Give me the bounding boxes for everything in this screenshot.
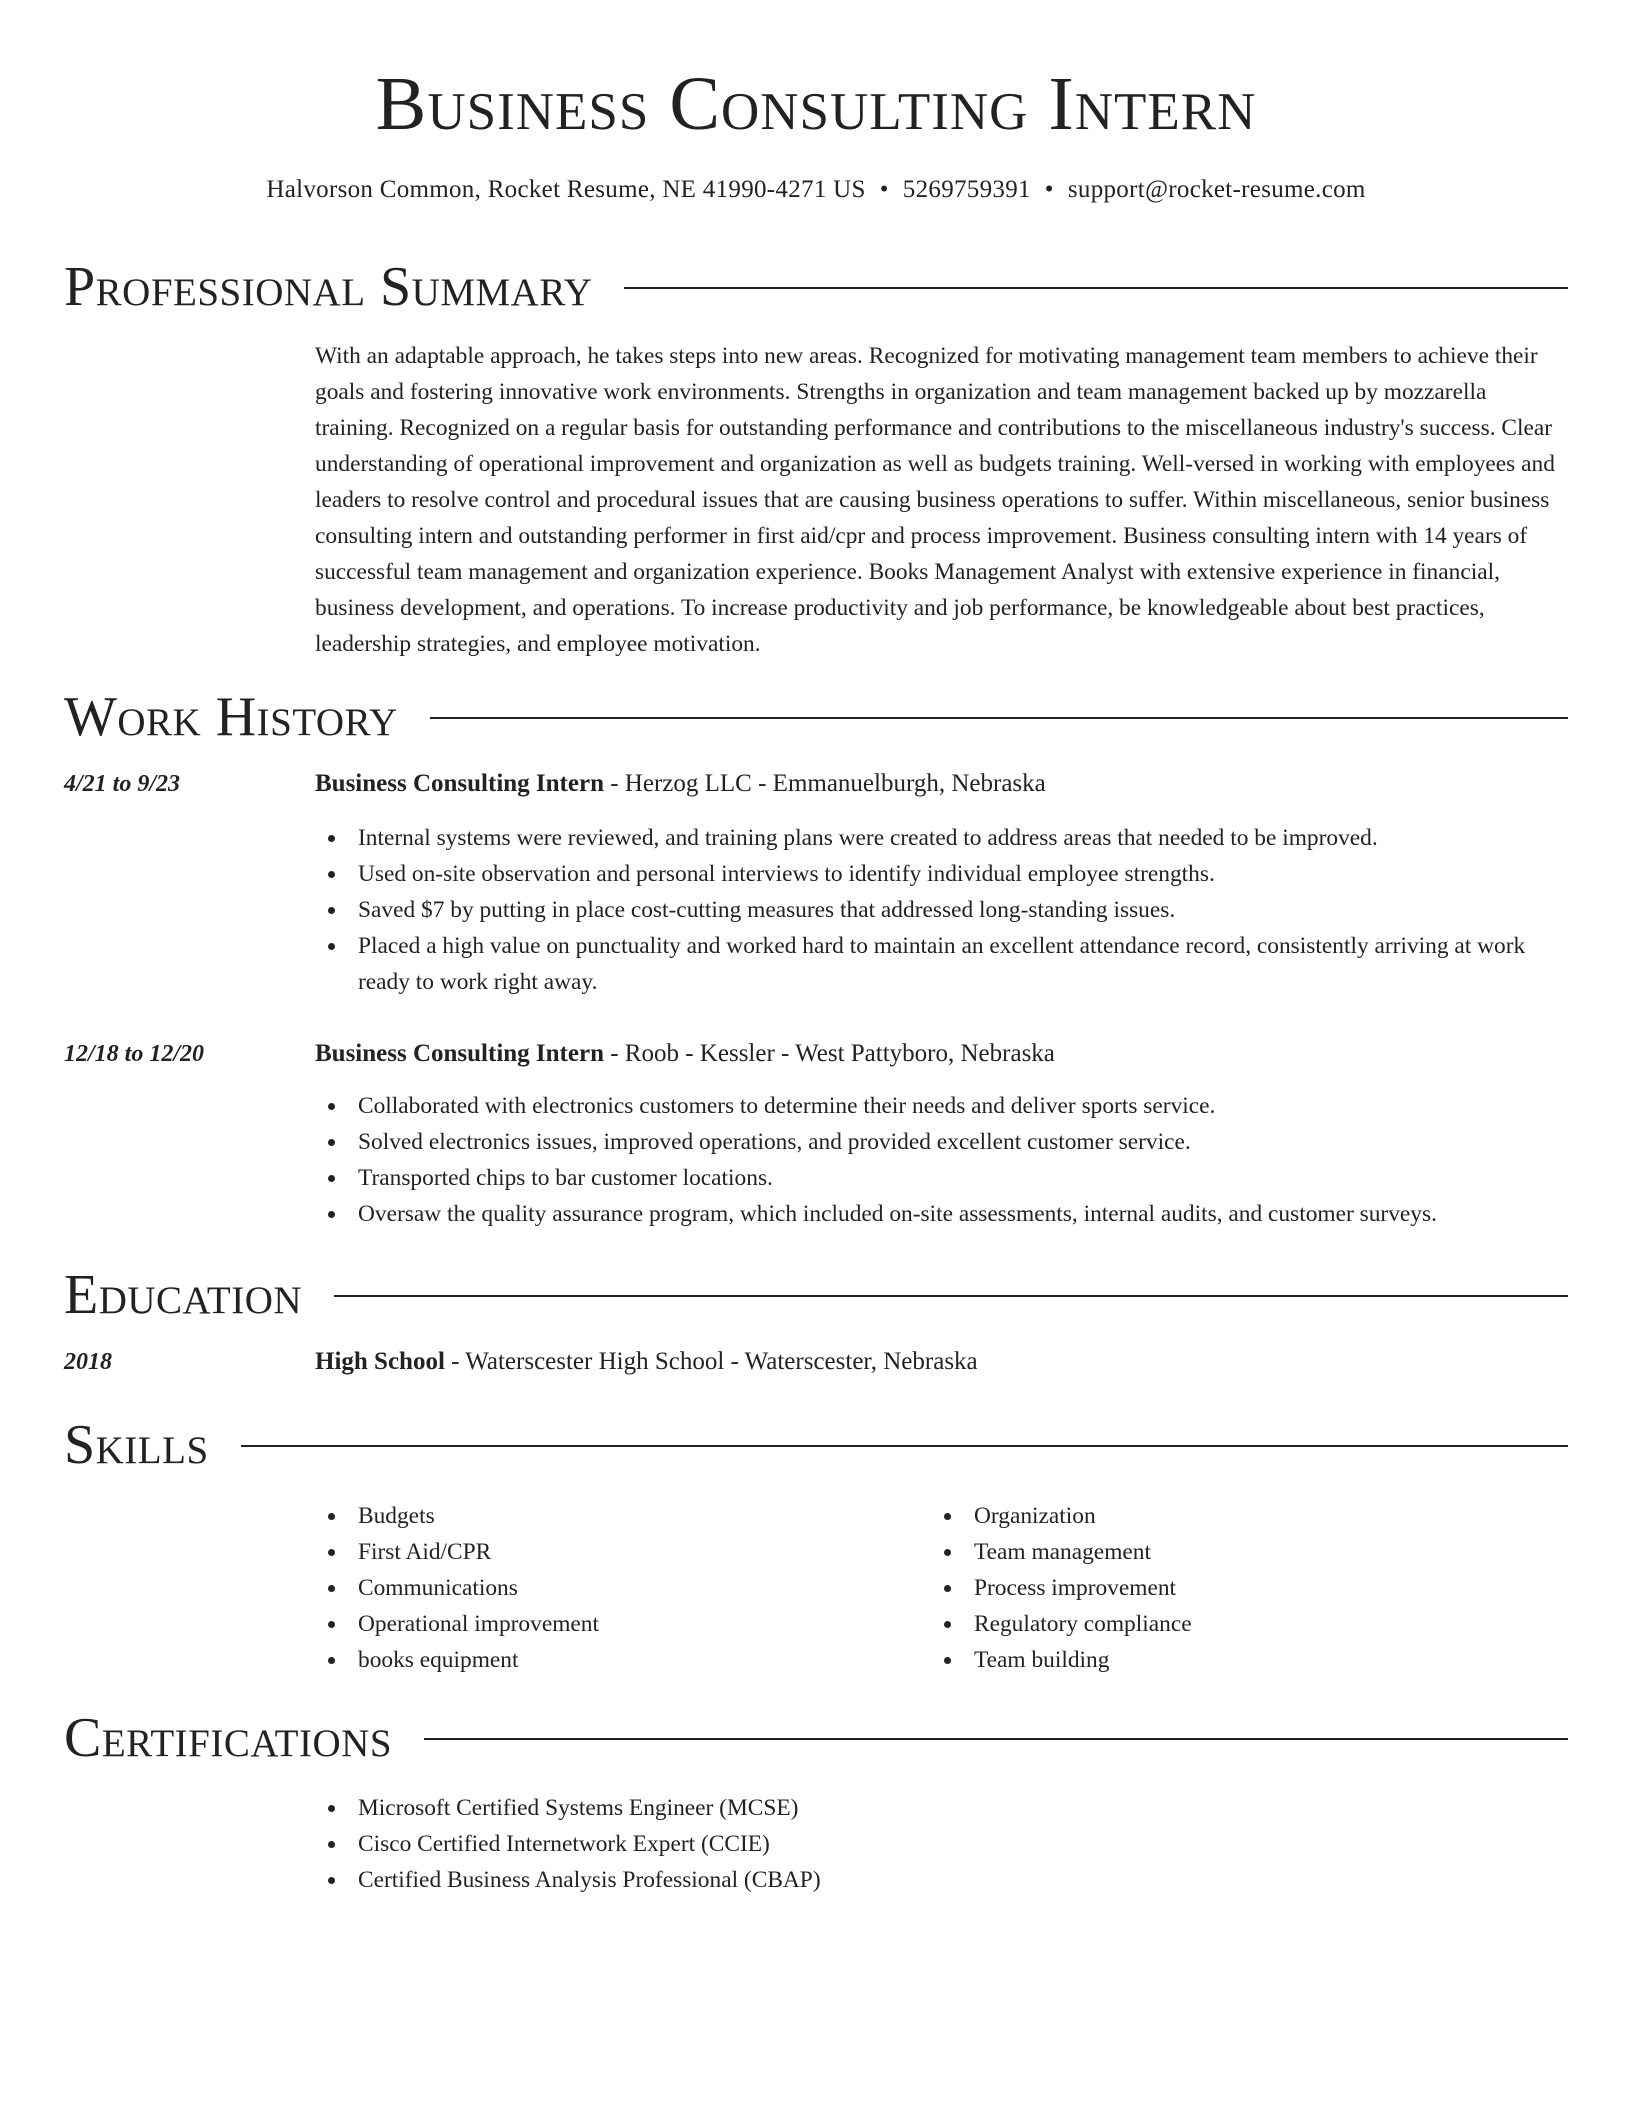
education-school: - Waterscester High School - Waterscester, Nebraska bbox=[444, 1348, 978, 1375]
contact-address: Halvorson Common, Rocket Resume, NE 41990-4271 US bbox=[266, 176, 866, 203]
section-divider bbox=[424, 1738, 1568, 1740]
job-title: Business Consulting Intern bbox=[315, 770, 604, 797]
list-item: Transported chips to bar customer locations. bbox=[314, 1160, 1570, 1196]
contact-email: support@rocket-resume.com bbox=[1067, 176, 1366, 203]
skill-item: Operational improvement bbox=[314, 1606, 914, 1642]
job-title: Business Consulting Intern bbox=[315, 1040, 604, 1067]
skill-item: Budgets bbox=[314, 1498, 914, 1534]
list-item: Solved electronics issues, improved operations, and provided excellent customer service. bbox=[314, 1124, 1570, 1160]
section-divider bbox=[334, 1295, 1568, 1297]
section-header-certifications bbox=[64, 1702, 1568, 1774]
contact-line bbox=[0, 173, 1632, 207]
section-divider bbox=[430, 717, 1568, 719]
skill-item: Team building bbox=[930, 1642, 1550, 1678]
certification-item: Microsoft Certified Systems Engineer (MCSE) bbox=[314, 1790, 1570, 1826]
skill-item: Team management bbox=[930, 1534, 1550, 1570]
certification-item: Cisco Certified Internetwork Expert (CCIE) bbox=[314, 1826, 1570, 1862]
certification-item: Certified Business Analysis Professional (CBAP) bbox=[314, 1862, 1570, 1898]
certifications-list bbox=[314, 1790, 1570, 1898]
list-item: Placed a high value on punctuality and worked hard to maintain an excellent attendance record, consistently arriving at work ready to work right away. bbox=[314, 928, 1570, 1000]
section-title-skills: Skills bbox=[64, 1414, 209, 1476]
list-item: Oversaw the quality assurance program, which included on-site assessments, internal audits, and customer surveys. bbox=[314, 1196, 1570, 1232]
education-degree: High School bbox=[315, 1348, 445, 1375]
contact-separator: • bbox=[1044, 176, 1054, 203]
skill-item: Communications bbox=[314, 1570, 914, 1606]
section-header-work-history bbox=[64, 681, 1568, 753]
section-title-certifications: Certifications bbox=[64, 1707, 393, 1769]
job-employer: - Roob - Kessler - West Pattyboro, Nebraska bbox=[603, 1040, 1055, 1067]
job-entry-header bbox=[64, 1036, 1568, 1072]
job-dates: 4/21 to 9/23 bbox=[64, 771, 181, 797]
section-header-skills bbox=[64, 1409, 1568, 1481]
skill-item: Regulatory compliance bbox=[930, 1606, 1550, 1642]
skill-item: First Aid/CPR bbox=[314, 1534, 914, 1570]
job-entry-header bbox=[64, 766, 1568, 802]
list-item: Saved $7 by putting in place cost-cutting measures that addressed long-standing issues. bbox=[314, 892, 1570, 928]
contact-separator: • bbox=[879, 176, 889, 203]
skill-item: Organization bbox=[930, 1498, 1550, 1534]
skill-item: Process improvement bbox=[930, 1570, 1550, 1606]
job-bullets bbox=[314, 820, 1570, 1000]
summary-text: With an adaptable approach, he takes steps into new areas. Recognized for motivating management team members to achieve their goals and fostering innovative work environments. Strengths in organization and team management backed up by mozzarella training. Recognized on a regular basis for outstanding performance and contributions to the miscellaneous industry's success. Clear understanding of operational improvement and organization as well as budgets training. Well-versed in working with employees and leaders to resolve control and procedural issues that are causing business operations to suffer. Within miscellaneous, senior business consulting intern and outstanding performer in first aid/cpr and process improvement. Business consulting intern with 14 years of successful team management and organization experience. Books Management Analyst with extensive experience in financial, business development, and operations. To increase productivity and job performance, be knowledgeable about best practices, leadership strategies, and employee motivation. bbox=[315, 343, 1555, 657]
job-bullets bbox=[314, 1088, 1570, 1232]
section-header-education bbox=[64, 1259, 1568, 1331]
list-item: Used on-site observation and personal interviews to identify individual employee strengths. bbox=[314, 856, 1570, 892]
resume-name: Business Consulting Intern bbox=[375, 62, 1257, 146]
contact-phone: 5269759391 bbox=[902, 176, 1031, 203]
section-title-summary: Professional Summary bbox=[64, 256, 593, 318]
skills-list-right bbox=[930, 1498, 1550, 1678]
job-title-line bbox=[315, 1036, 1055, 1072]
section-divider bbox=[241, 1445, 1568, 1447]
job-title-line bbox=[315, 766, 1046, 802]
section-header-summary bbox=[64, 251, 1568, 323]
education-year: 2018 bbox=[64, 1349, 112, 1375]
job-dates: 12/18 to 12/20 bbox=[64, 1041, 205, 1067]
list-item: Collaborated with electronics customers to determine their needs and deliver sports service. bbox=[314, 1088, 1570, 1124]
education-title-line bbox=[315, 1344, 978, 1380]
section-title-education: Education bbox=[64, 1264, 303, 1326]
section-divider bbox=[624, 287, 1568, 289]
education-entry bbox=[64, 1344, 1568, 1380]
section-title-work-history: Work History bbox=[64, 686, 398, 748]
skill-item: books equipment bbox=[314, 1642, 914, 1678]
list-item: Internal systems were reviewed, and training plans were created to address areas that needed to be improved. bbox=[314, 820, 1570, 856]
job-employer: - Herzog LLC - Emmanuelburgh, Nebraska bbox=[603, 770, 1046, 797]
skills-list-left bbox=[314, 1498, 914, 1678]
